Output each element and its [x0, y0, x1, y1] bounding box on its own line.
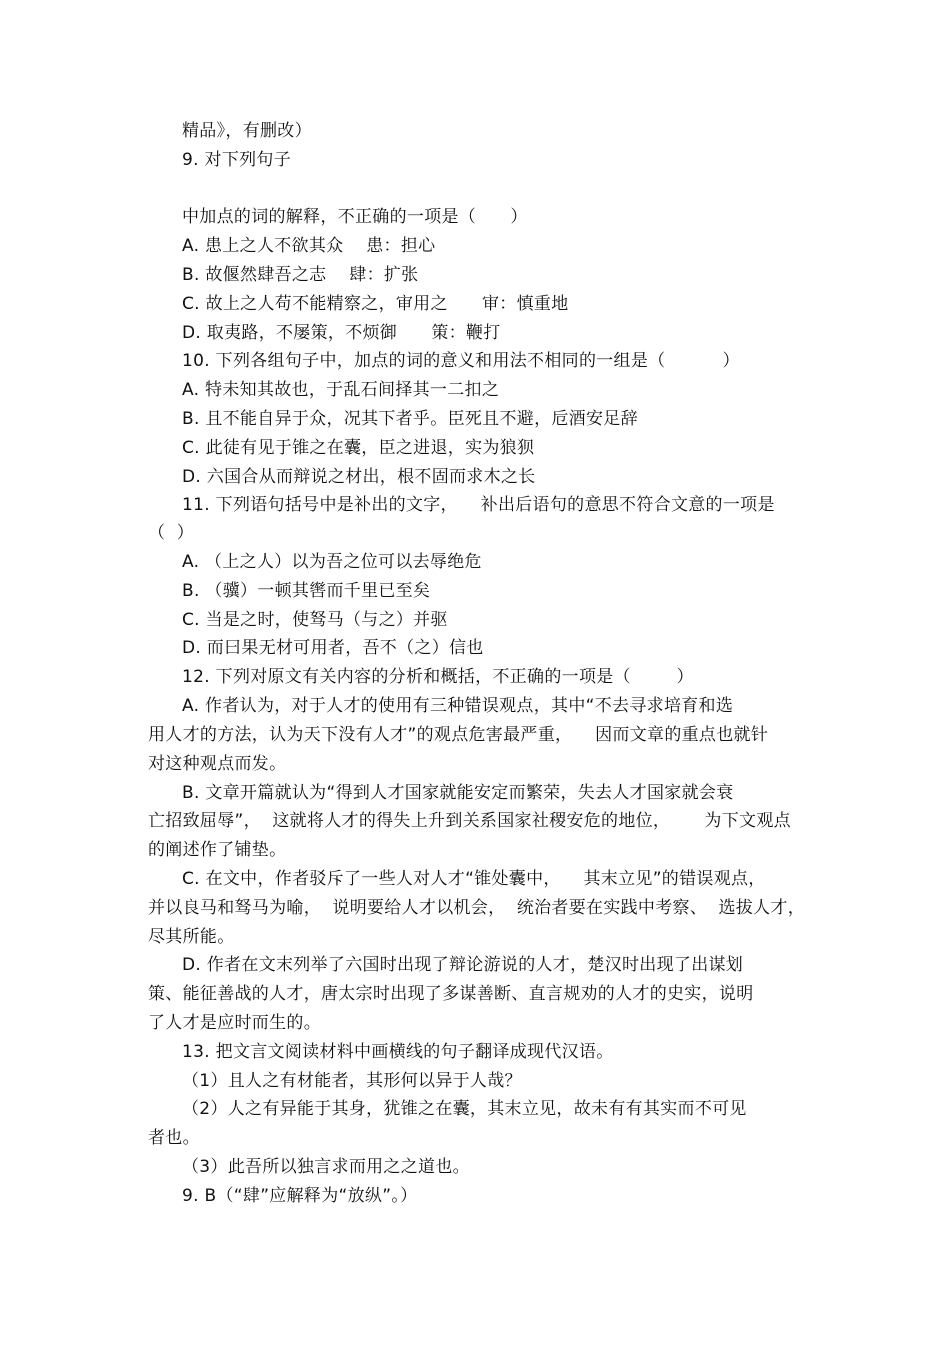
sub-item-line: （3）此吾所以独言求而用之之道也。	[182, 1157, 470, 1177]
text-line: 中加点的词的解释，不正确的一项是（ ）	[182, 207, 528, 227]
option-line: D. 六国合从而辩说之材出，根不固而求木之长	[182, 467, 536, 487]
option-line: A. （上之人）以为吾之位可以去辱绝危	[182, 552, 482, 572]
text-line: 的阐述作了铺垫。	[148, 840, 287, 860]
text-line: 了人才是应时而生的。	[148, 1013, 321, 1033]
sub-item-line: （2）人之有异能于其身，犹锥之在囊，其末立见，故未有有其实而不可见	[182, 1099, 747, 1119]
option-line: D. 而曰果无材可用者，吾不（之）信也	[182, 638, 484, 658]
option-line: B. 故偃然肆吾之志 肆：扩张	[182, 265, 419, 285]
text-line: 尽其所能。	[148, 927, 235, 947]
text-line: 策、能征善战的人才，唐太宗时出现了多谋善断、直言规劝的人才的史实，说明	[148, 984, 754, 1004]
question-12-stem: 12. 下列对原文有关内容的分析和概括，不正确的一项是（ ）	[182, 667, 694, 687]
option-line: B. （骥）一顿其辔而千里已至矣	[182, 581, 431, 601]
question-13-stem: 13. 把文言文阅读材料中画横线的句子翻译成现代汉语。	[182, 1042, 614, 1062]
question-11-stem: 11. 下列语句括号中是补出的文字， 补出后语句的意思不符合文意的一项是	[182, 495, 775, 515]
option-line: A. 患上之人不欲其众 患：担心	[182, 236, 436, 256]
text-line: 用人才的方法，认为天下没有人才”的观点危害最严重， 因而文章的重点也就针	[148, 725, 769, 745]
option-line: C. 此徒有见于锥之在囊，臣之进退，实为狼狈	[182, 438, 535, 458]
option-line: A. 特未知其故也，于乱石间择其一二扣之	[182, 380, 500, 400]
option-line: C. 故上之人苟不能精察之，审用之 审：慎重地	[182, 294, 569, 314]
sub-item-line: （1）且人之有材能者，其形何以异于人哉？	[182, 1071, 522, 1091]
option-line: B. 文章开篇就认为“得到人才国家就能安定而繁荣，失去人才国家就会衰	[182, 783, 734, 803]
option-line: A. 作者认为，对于人才的使用有三种错误观点，其中“不去寻求培育和选	[182, 696, 734, 716]
answer-line: 9. B（“肆”应解释为“放纵”。）	[182, 1186, 418, 1206]
option-line: C. 当是之时，使驽马（与之）并驱	[182, 610, 448, 630]
option-line: D. 取夷路，不屡策，不烦御 策：鞭打	[182, 323, 501, 343]
option-line: C. 在文中，作者驳斥了一些人对人才“锥处囊中， 其末立见”的错误观点，	[182, 869, 766, 889]
text-line: 精品》，有删改）	[182, 121, 312, 141]
option-line: D. 作者在文末列举了六国时出现了辩论游说的人才，楚汉时出现了出谋划	[182, 955, 744, 975]
question-9-stem: 9. 对下列句子	[182, 150, 292, 170]
text-line: 并以良马和驽马为喻， 说明要给人才以机会， 统治者要在实践中考察、 选拔人才，	[148, 898, 806, 918]
text-line: 对这种观点而发。	[148, 754, 287, 774]
option-line: B. 且不能自异于众，况其下者乎。臣死且不避，卮酒安足辞	[182, 409, 638, 429]
text-line: （ ）	[148, 523, 195, 543]
text-line: 者也。	[148, 1128, 200, 1148]
text-line: 亡招致屈辱”， 这就将人才的得失上升到关系国家社稷安危的地位， 为下文观点	[148, 811, 791, 831]
question-10-stem: 10. 下列各组句子中，加点的词的意义和用法不相同的一组是（ ）	[182, 351, 740, 371]
